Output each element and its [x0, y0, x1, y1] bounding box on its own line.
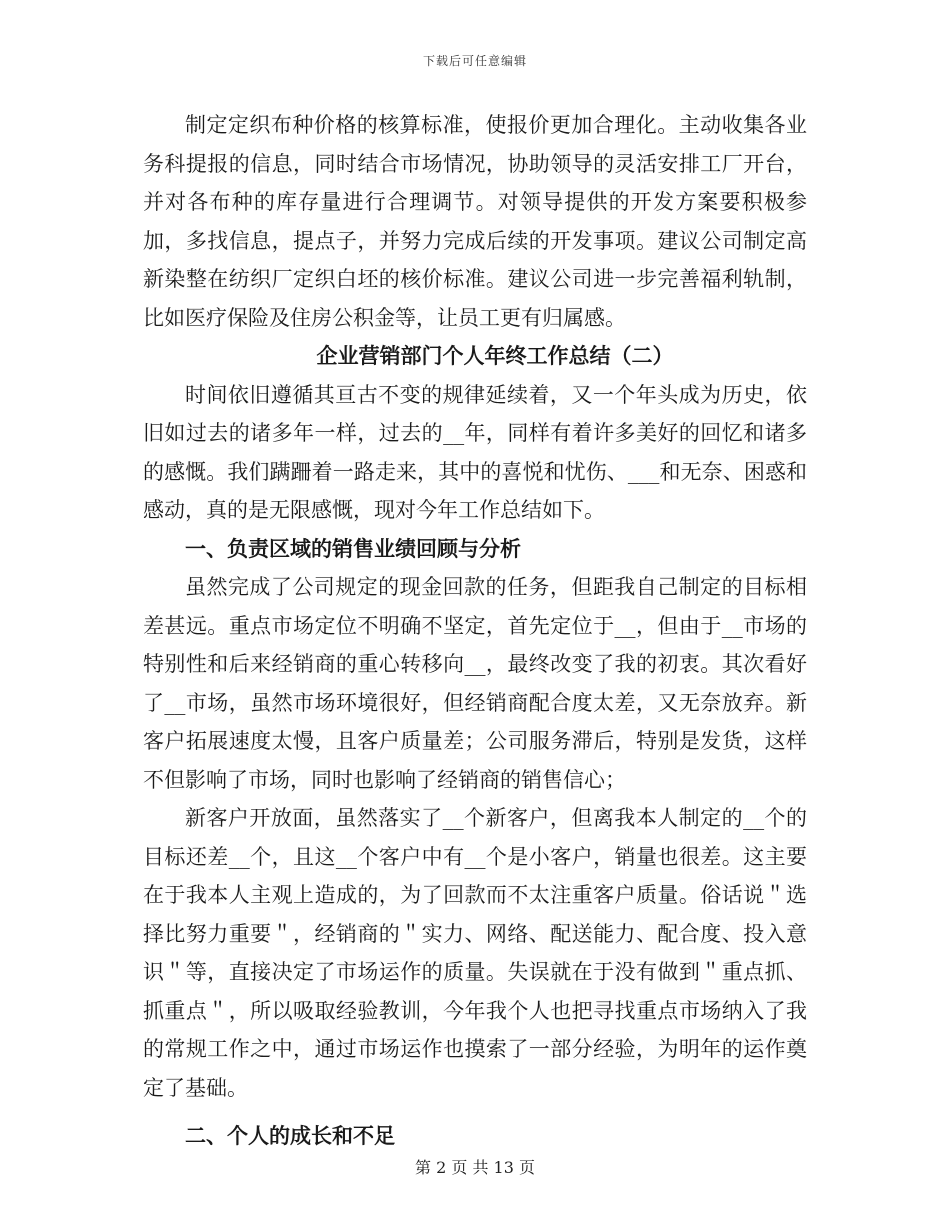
page-number-footer: 第 2 页 共 13 页	[415, 1158, 535, 1177]
intro-paragraph: 时间依旧遵循其亘古不变的规律延续着，又一个年头成为历史，依旧如过去的诸多年一样，过去的__年，同样有着许多美好的回忆和诸多的感慨。我们蹒跚着一路走来，其中的喜悦和忧伤、___和无奈、困惑和感动，真的是无限感慨，现对今年工作总结如下。	[143, 382, 807, 522]
body-paragraph: 制定定织布种价格的核算标准，使报价更加合理化。主动收集各业务科提报的信息，同时结合市场情况，协助领导的灵活安排工厂开台，并对各布种的库存量进行合理调节。对领导提供的开发方案要积极参加，多找信息，提点子，并努力完成后续的开发事项。建议公司制定高新染整在纺织厂定织白坯的核价标准。建议公司进一步完善福利轨制，比如医疗保险及住房公积金等，让员工更有归属感。	[143, 113, 807, 330]
section-heading-2: 二、个人的成长和不足	[185, 1123, 395, 1148]
section-heading-1: 一、负责区域的销售业绩回顾与分析	[185, 535, 521, 561]
document-title: 企业营销部门个人年终工作总结（二）	[316, 343, 674, 368]
section-1-paragraph: 新客户开放面，虽然落实了__个新客户，但离我本人制定的__个的目标还差__个，且这__个客户中有__个是小客户，销量也很差。这主要在于我本人主观上造成的，为了回款而不太注重客户质量。俗话说＂选择比努力重要＂，经销商的＂实力、网络、配送能力、配合度、投入意识＂等，直接决定了市场运作的质量。失误就在于没有做到＂重点抓、抓重点＂，所以吸取经验教训，今年我个人也把寻找重点市场纳入了我的常规工作之中，通过市场运作也摸索了一部分经验，为明年的运作奠定了基础。	[143, 806, 807, 1100]
document-body	[143, 106, 807, 1156]
header-note: 下载后可任意编辑	[422, 54, 527, 68]
section-1-paragraph: 虽然完成了公司规定的现金回款的任务，但距我自己制定的目标相差甚远。重点市场定位不明确不坚定，首先定位于__，但由于__市场的特别性和后来经销商的重心转移向__，最终改变了我的初衷。其次看好了__市场，虽然市场环境很好，但经销商配合度太差，又无奈放弃。新客户拓展速度太慢，且客户质量差；公司服务滞后，特别是发货，这样不但影响了市场，同时也影响了经销商的销售信心；	[143, 575, 807, 792]
